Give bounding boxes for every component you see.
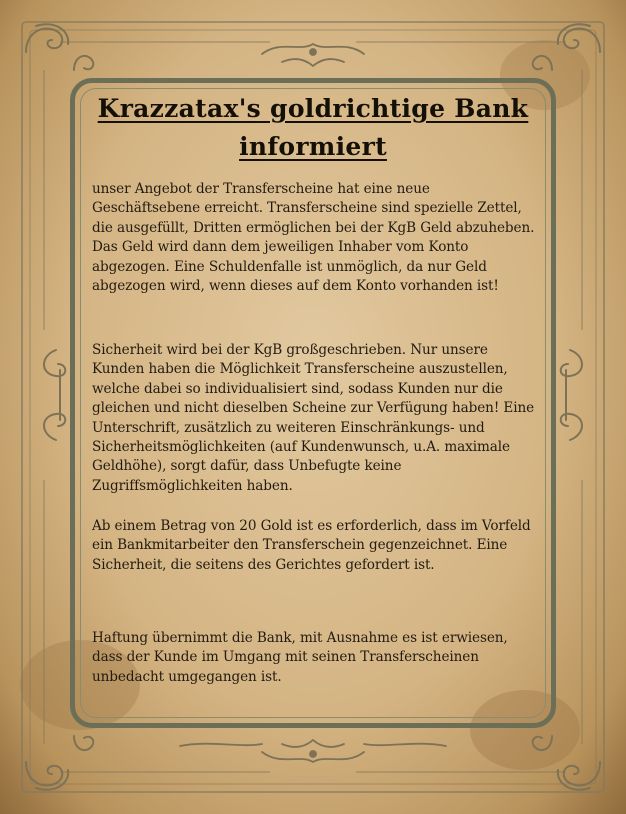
- paragraph-transferscheine: unser Angebot der Transferscheine hat eine neue Geschäftsebene erreicht. Transferscheine sind spezielle Zettel, die ausgefüllt, Dritten ermöglichen bei der KgB Geld abzuheben. Das Geld wird dann dem jeweiligen Inhaber vom Konto abgezogen. Eine Schuldenfalle ist unmöglich, da nur Geld abgezogen wird, wenn dieses auf dem Konto vorhanden ist!: [92, 181, 535, 295]
- paragraph-sicherheit: Sicherheit wird bei der KgB großgeschrieben. Nur unsere Kunden haben die Möglichkeit Transferscheine auszustellen, welche dabei so individualisiert sind, sodass Kunden nur die gleichen und nicht dieselben Scheine zur Verfügung haben! Eine Unterschrift, zusätzlich zu weiteren Einschränkungs- und Sicherheitsmöglichkeiten (auf Kundenwunsch, u.A. maximale Geldhöhe), sorgt dafür, dass Unbefugte keine Zugriffsmöglichkeiten haben.: [92, 342, 535, 494]
- document-title: Krazzatax's goldrichtige Bank informiert: [97, 94, 529, 161]
- paragraph-gegenzeichnung: Ab einem Betrag von 20 Gold ist es erforderlich, dass im Vorfeld ein Bankmitarbeiter den Transferschein gegenzeichnet. Eine Sicherheit, die seitens des Gerichtes gefordert ist.: [92, 518, 531, 573]
- paragraph-haftung: Haftung übernimmt die Bank, mit Ausnahme es ist erwiesen, dass der Kunde im Umgang mit seinen Transferscheinen unbedacht umgegangen ist.: [92, 630, 508, 685]
